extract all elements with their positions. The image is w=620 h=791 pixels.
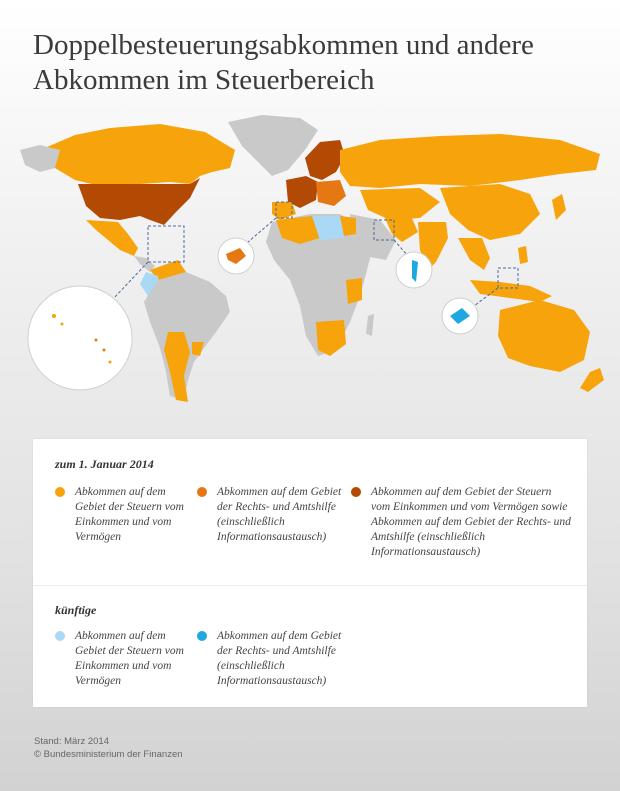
footer-stand: Stand: März 2014 — [34, 736, 109, 747]
inset-gulf — [396, 252, 432, 288]
region-greenland — [228, 115, 318, 176]
world-map — [0, 110, 620, 430]
region-madagascar — [366, 314, 374, 336]
legend-dot-income-capital — [55, 487, 65, 497]
region-canada — [40, 124, 235, 186]
footer-copyright: © Bundesministerium der Finanzen — [34, 749, 183, 760]
legend-divider — [33, 585, 587, 586]
legend-label-future-legal-admin: Abkommen auf dem Gebiet der Rechts- und Amtshilfe (einschließlich Informationsaustausch) — [217, 630, 342, 687]
legend-current-title: zum 1. Januar 2014 — [55, 457, 154, 471]
legend-label-income-capital: Abkommen auf dem Gebiet der Steuern vom Einkommen und vom Vermögen — [75, 486, 184, 543]
legend-dot-both — [351, 487, 361, 497]
legend-future-title: künftige — [55, 603, 97, 617]
legend-box — [33, 439, 587, 707]
inset-gibraltar — [218, 238, 254, 274]
region-russia — [340, 134, 600, 188]
legend-label-legal-admin: Abkommen auf dem Gebiet der Rechts- und Amtshilfe (einschließlich Informationsaustausch) — [217, 486, 342, 543]
region-southeast-asia — [458, 238, 490, 270]
region-china — [440, 184, 540, 240]
legend-dot-future-income-capital — [55, 631, 65, 641]
region-japan — [552, 194, 566, 220]
region-mexico — [86, 220, 138, 256]
region-south-africa — [316, 320, 346, 356]
region-scandinavia — [305, 140, 345, 180]
region-australia — [498, 300, 590, 372]
region-central-europe — [316, 180, 346, 206]
footer — [34, 735, 183, 761]
inset-caribbean-islands — [28, 286, 132, 390]
inset-brunei — [442, 298, 478, 334]
region-new-zealand — [580, 368, 604, 392]
legend-dot-legal-admin — [197, 487, 207, 497]
region-philippines — [518, 246, 528, 264]
region-alaska — [20, 145, 60, 172]
inset-frame-caribbean — [148, 226, 184, 262]
region-east-africa — [346, 278, 362, 304]
legend-label-both: Abkommen auf dem Gebiet der Steuern vom Einkommen und vom Vermögen sowie Abkommen auf dem Gebiet der Rechts- und Amtshilfe (einschließlich Informationsaustausch) — [371, 486, 571, 558]
page-title: Doppelbesteuerungsabkommen und andere Abkommen im Steuerbereich — [33, 29, 534, 96]
region-indonesia — [470, 280, 552, 302]
legend-dot-future-legal-admin — [197, 631, 207, 641]
region-usa — [78, 178, 200, 225]
legend-label-future-income-capital: Abkommen auf dem Gebiet der Steuern vom Einkommen und vom Vermögen — [75, 630, 184, 687]
